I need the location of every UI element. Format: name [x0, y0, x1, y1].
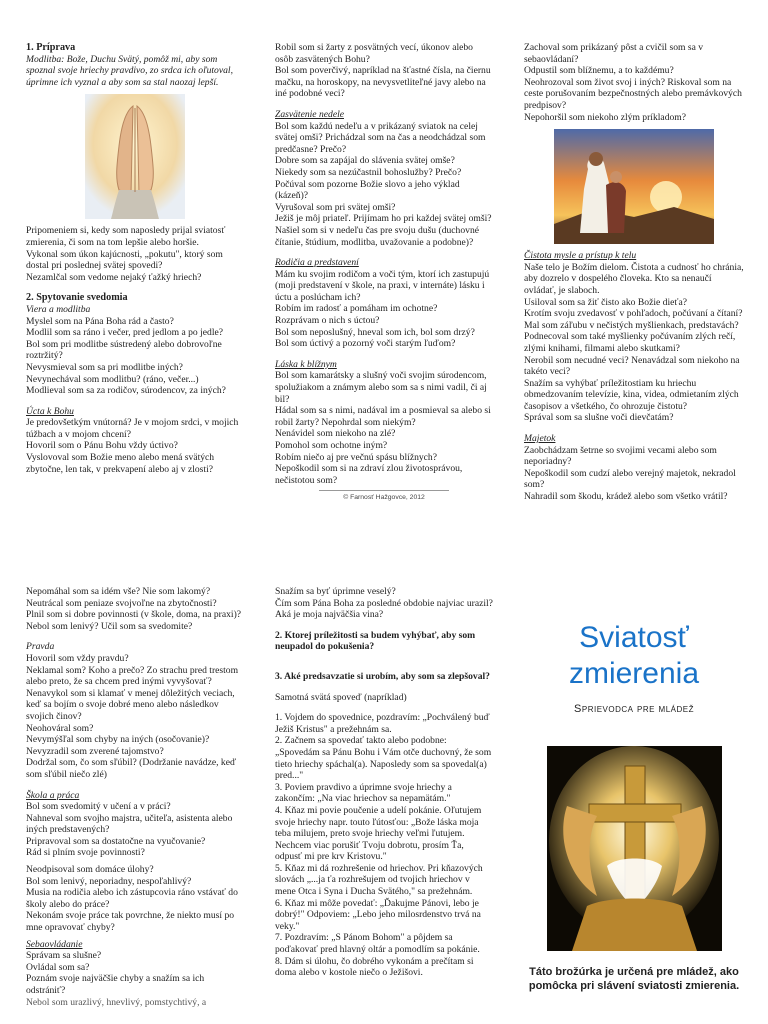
- question: Nekonám svoje práce tak povrchne, že niekto musí po mne opravovať chyby?: [26, 910, 235, 934]
- confession-step: 2. Začnem sa spovedať takto alebo podobne: „Spovedám sa Pánu Bohu i Vám otče duchovný, že som tieto hriechy spáchal(a). Naposledy som sa spovedal(a) pred...": [275, 735, 492, 782]
- question: Bol som neposlušný, hneval som ich, bol som drzý?: [275, 326, 475, 338]
- question: Správal som sa slušne voči dievčatám?: [524, 412, 674, 424]
- confession-intro: Samotná svätá spoveď (napríklad): [275, 691, 407, 703]
- question: Nahneval som svojho majstra, učiteľa, asistenta alebo iných predstavených?: [26, 812, 233, 836]
- question: Naše telo je Božím dielom. Čistota a cudnosť ho chránia, aby dozrelo v dospelého človeka. Kto sa nenaučí ovládať, je slaboch.: [524, 261, 744, 296]
- question: Nebol som lenivý? Učil som sa svedomite?: [26, 620, 193, 632]
- question: Myslel som na Pána Boha rád a často?: [26, 315, 174, 327]
- question: Vyslovoval som Božie meno alebo mená svätých zbytočne, len tak, v prekvapení alebo aj v zlosti?: [26, 452, 215, 475]
- subheading-sunday: Zasvätenie nedele: [275, 108, 344, 120]
- question: Správam sa slušne?: [26, 950, 102, 962]
- confession-step: 1. Vojdem do spovednice, pozdravím: „Pochválený buď Ježiš Kristus" a prežehnám sa.: [275, 712, 490, 735]
- question: Nenavykol som si klamať v menej dôležitých veciach, keď sa bojím o svoje dobré meno alebo následkov svojich činov?: [26, 687, 235, 722]
- question: Neodpisoval som domáce úlohy?: [26, 864, 154, 876]
- subheading-faith: Viera a modlitba: [26, 303, 91, 315]
- question: Našiel som si v nedeľu čas pre svoju dušu (duchovné čítanie, štúdium, modlitba, uvažovanie a podobne)?: [275, 224, 479, 248]
- question: Modlil som sa ráno i večer, pred jedlom a po jedle?: [26, 327, 224, 339]
- question: Zachoval som prikázaný pôst a cvičil som sa v sebaovládaní?: [524, 42, 704, 65]
- question: Rozprávam o nich s úctou?: [275, 315, 380, 327]
- subheading-respect: Úcta k Bohu: [26, 405, 74, 417]
- cover-title-line2: zmierenia: [568, 657, 700, 690]
- question: Snažím sa vyhýbať príležitostiam ku hriechu obmedzovaním televízie, kina, videa, odmietaním zlých časopisov a všetkého, čo ohrozuje čistotu?: [524, 377, 739, 412]
- column-examination-3: [524, 42, 744, 503]
- question: Musia na rodičia alebo ich zástupcovia ráno vstávať do školy alebo do práce?: [26, 887, 238, 910]
- column-confession-steps: [275, 586, 493, 979]
- question: Mal som záľubu v nečistých myšlienkach, predstavách?: [524, 319, 739, 331]
- column-examination-4: [26, 586, 244, 1008]
- question-resolution: 3. Aké predsavzatie si urobím, aby som sa zlepšoval?: [275, 670, 490, 682]
- question: Bol som pri modlitbe sústredený alebo dobrovoľne roztržitý?: [26, 338, 222, 362]
- section-heading-preparation: 1. Príprava: [26, 42, 76, 53]
- question: Rád si plním svoje povinnosti?: [26, 847, 145, 859]
- question: Hovoril som o Pánu Bohu vždy úctivo?: [26, 440, 178, 452]
- jesus-embrace-image: [554, 129, 714, 244]
- cover-subtitle: Sprievodca pre mládež: [574, 703, 694, 715]
- recall-item: Pripomeniem si, kedy som naposledy prijal sviatosť zmierenia, či som na tom lepšie alebo horšie.: [26, 225, 226, 248]
- question: Zaobchádzam šetrne so svojimi vecami alebo som neporiadny?: [524, 444, 717, 468]
- question: Ovládal som sa?: [26, 961, 90, 973]
- question: Počúval som pozorne Božie slovo a jeho výklad (kázeň)?: [275, 178, 460, 202]
- confession-step: 8. Dám si úlohu, čo dobrého vykonám a prečítam si doma alebo v kostole niečo o Ježišovi.: [275, 955, 474, 979]
- question: Hovoril som vždy pravdu?: [26, 652, 129, 664]
- question: Nevynechával som modlitbu? (ráno, večer...): [26, 373, 199, 385]
- question: Plnil som si dobre povinnosti (v škole, doma, na praxi)?: [26, 609, 242, 621]
- column-preparation: [26, 42, 244, 475]
- question: Bol som úctivý a pozorný voči starým ľuďom?: [275, 338, 456, 350]
- question: Bol som poverčivý, napríklad na šťastné čísla, na čiernu mačku, na horoskopy, na nevysvetliteľné javy alebo na iné podobné veci?: [275, 65, 491, 100]
- question: Nepoškodil som si na zdraví zlou životosprávou, nečistotou som?: [275, 463, 463, 486]
- question: Krotím svoju zvedavosť v pohľadoch, počúvaní a čítaní?: [524, 308, 743, 320]
- question: Nahradil som škodu, krádež alebo som všetko vrátil?: [524, 491, 728, 503]
- subheading-property: Majetok: [524, 433, 556, 445]
- subheading-parents: Rodičia a predstavení: [275, 257, 359, 269]
- question: Nevysmieval som sa pri modlitbe iných?: [26, 361, 183, 373]
- question-occasion: 2. Ktorej príležitosti sa budem vyhýbať, aby som neupadol do pokušenia?: [275, 629, 476, 653]
- question: Usiloval som sa žiť čisto ako Božie dieťa?: [524, 296, 687, 308]
- question: Neohováral som?: [26, 722, 94, 734]
- recall-item: Vykonal som úkon kajúcnosti, „pokutu", ktorý som dostal pri poslednej svätej spovedi?: [26, 248, 223, 272]
- question: Nevyzradil som zverené tajomstvo?: [26, 745, 164, 757]
- question: Bol som lenivý, neporiadny, nespoľahlivý?: [26, 875, 192, 887]
- question: Odpustil som blížnemu, a to každému?: [524, 65, 674, 77]
- question: Bol som kamarátsky a slušný voči svojim súrodencom, spolužiakom a známym alebo som sa s nimi vadil, či aj bil?: [275, 370, 487, 405]
- confession-step: 7. Pozdravím: „S Pánom Bohom" a pôjdem sa poďakovať pred hlavný oltár a pomodlím sa pokánie.: [275, 932, 480, 956]
- subheading-neighbors: Láska k blížnym: [275, 358, 337, 370]
- question: Neutrácal som peniaze svojvoľne na zbytočnosti?: [26, 597, 217, 609]
- question: Bol som každú nedeľu a v prikázaný sviatok na celej svätej omši? Prichádzal som na čas a neodchádzal som predčasne? Prečo?: [275, 120, 486, 155]
- question: Robil som si žarty z posvätných vecí, úkonov alebo osôb zasvätených Bohu?: [275, 42, 473, 65]
- question: Nevymýšľal som chyby na iných (osočovanie)?: [26, 734, 210, 746]
- question: Niekedy som sa nezúčastnil bohoslužby? Prečo?: [275, 166, 462, 178]
- confession-step: 5. Kňaz mi dá rozhrešenie od hriechov. Pri kňazových slovách „...ja ťa rozhrešujem od tvojich hriechov v mene Otca i Syna i Ducha Svätého," sa prežehnám.: [275, 862, 483, 898]
- section-heading-examination: 2. Spytovanie svedomia: [26, 292, 128, 304]
- column-examination-2: [275, 42, 493, 504]
- question: Poznám svoje najväčšie chyby a snažím sa ich odstrániť?: [26, 973, 205, 996]
- question: Neklamal som? Koho a prečo? Zo strachu pred trestom alebo preto, že sa chcem pred inými vyvyšovať?: [26, 664, 239, 688]
- question: Pripravoval som sa dostatočne na vyučovanie?: [26, 835, 206, 847]
- recall-item: Nezamlčal som vedome nejaký ťažký hriech?: [26, 271, 202, 283]
- subheading-school-work: Škola a práca: [26, 789, 80, 801]
- subheading-self-control: Sebaovládanie: [26, 938, 83, 950]
- question: Nerobil som necudné veci? Nenavádzal som niekoho na takéto veci?: [524, 354, 740, 378]
- question: Je predovšetkým vnútorná? Je v mojom srdci, v mojich túžbach a v mojom chcení?: [26, 417, 239, 440]
- confession-step: 4. Kňaz mi povie poučenie a udelí pokánie. Oľutujem svoje hriechy napr. touto ľútosťou: „Bože láska moja teba milujem, preto svoje hriechy veľmi ľutujem. Nechcem viac porušiť Tvoju dobrotu, prosím Ťa, odpusť mi pre krv Kristovu.": [275, 804, 482, 863]
- question: Modlieval som sa za rodičov, súrodencov, za iných?: [26, 385, 226, 397]
- question: Snažím sa byť úprimne veselý?: [275, 586, 396, 597]
- question: Neohrozoval som život svoj i iných? Riskoval som na ceste porušovaním bezpečnostných alebo premávkových predpisov?: [524, 76, 742, 111]
- cover-panel: [524, 586, 744, 993]
- subheading-purity: Čistota mysle a prístup k telu: [524, 250, 637, 262]
- cover-description: Táto brožúrka je určená pre mládež, ako pomôcka pri slávení sviatosti zmierenia.: [528, 965, 740, 992]
- question: Nenávidel som niekoho na zlé?: [275, 428, 396, 440]
- question: Dobre som sa zapájal do slávenia svätej omše?: [275, 155, 455, 167]
- copyright-footer: © Farnosť Hažgovce, 2012: [319, 490, 449, 504]
- cover-title-line1: Sviatosť: [579, 621, 689, 654]
- confession-step: 3. Poviem pravdivo a úprimne svoje hriechy a zakončím: „Na viac hriechov sa nepamätám.": [275, 781, 452, 805]
- question: Nebol som urazlivý, hnevlivý, pomstychtivý, a: [26, 996, 207, 1008]
- cross-dove-image: [547, 746, 722, 951]
- praying-hands-image: [85, 94, 185, 219]
- confession-step: 6. Kňaz mi môže povedať: „Ďakujme Pánovi, lebo je dobrý!" Odpoviem: „Lebo jeho milosrdenstvo trvá na veky.": [275, 897, 481, 932]
- question: Mám ku svojim rodičom a voči tým, ktorí ich zastupujú (moji predstavení v škole, na praxi, v internáte) lásku i úctu a poslúcham ich?: [275, 268, 490, 303]
- question: Pomohol som ochotne iným?: [275, 440, 388, 451]
- question: Nepoškodil som cudzí alebo verejný majetok, nekradol som?: [524, 467, 736, 491]
- prayer-text: Modlitba: Bože, Duchu Svätý, pomôž mi, aby som spoznal svoje hriechy pravdivo, zo srdca ich oľutoval, úprimne ich vyznal a aby som sa stal naozaj lepší.: [26, 53, 233, 88]
- question: Robím im radosť a pomáham im ochotne?: [275, 303, 438, 315]
- subheading-truth: Pravda: [26, 641, 55, 653]
- question: Nepomáhal som sa idém vše? Nie som lakomý?: [26, 586, 211, 597]
- question: Bol som svedomitý v učení a v práci?: [26, 801, 171, 813]
- question: Dodržal som, čo som sľúbil? (Dodržanie navádze, keď som sľúbil niečo zlé): [26, 757, 237, 780]
- question: Podnecoval som také myšlienky počúvaním zlých rečí, zlými knihami, filmami alebo skutkami?: [524, 331, 736, 354]
- question: Ježiš je môj priateľ. Prijímam ho pri každej svätej omši?: [275, 213, 492, 225]
- question: Aká je moja najväčšia vina?: [275, 609, 384, 621]
- question: Čím som Pána Boha za posledné obdobie najviac urazil?: [275, 597, 493, 609]
- question: Vyrušoval som pri svätej omši?: [275, 201, 396, 213]
- question: Robím niečo aj pre večnú spásu blížnych?: [275, 451, 437, 463]
- question: Nepohoršil som niekoho zlým príkladom?: [524, 111, 687, 123]
- question: Hádal som sa s nimi, nadával im a posmieval sa alebo si robil žarty? Nepohrdal som niekým?: [275, 405, 491, 428]
